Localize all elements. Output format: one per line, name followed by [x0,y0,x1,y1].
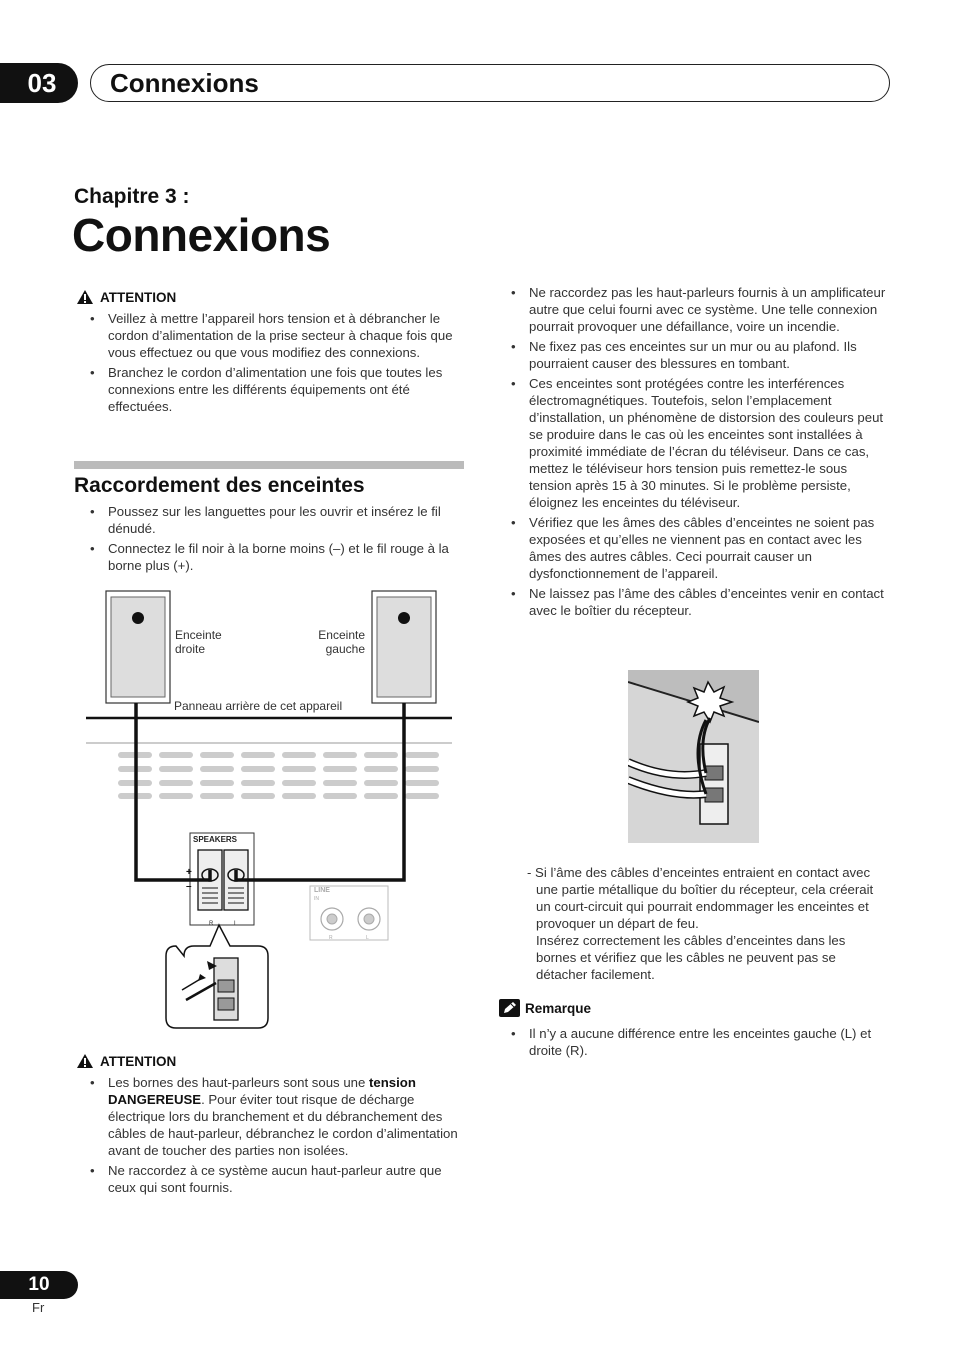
speaker-connection-diagram [84,588,456,1033]
terminal-l-label: L [234,921,238,927]
right-speaker-dot [132,612,144,624]
line-l-label: L [366,935,369,941]
list-item: • Ces enceintes sont protégées contre les interférences électromagnétiques. Toutefois, selon l’emplacement d’installation, un phénomène de distorsion des couleurs peut se produire dans le cas où les enceintes sont installées à proximité immédiate de l’écran du téléviseur. Dans ce cas, mettez le téléviseur hors tension puis remettez-le sous tension après 15 à 30 minutes. Si le problème persiste, éloignez les enceintes du téléviseur. [497,375,889,511]
attention-heading [76,1053,466,1069]
short-circuit-note [527,864,889,983]
note-pencil-icon [499,999,520,1017]
right-speaker-label: Enceinte droite [175,628,222,656]
list-item: • Branchez le cordon d’alimentation une fois que toutes les connexions entre les différents équipements ont été effectuées. [76,364,466,415]
list-item: • Ne laissez pas l’âme des câbles d’enceintes venir en contact avec le boîtier du récepteur. [497,585,889,619]
list-item: • Il n’y a aucune différence entre les enceintes gauche (L) et droite (R). [497,1025,889,1059]
attention-heading-text: ATTENTION [100,1054,177,1069]
list-item [76,1074,466,1159]
dash-note: - Si l’âme des câbles d’enceintes entraient en contact avec une partie métallique du boîtier du récepteur, cela créerait un court-circuit qui pourrait endommager les enceintes et provoquer un départ de feu. [527,865,874,931]
in-label: IN [314,896,319,902]
remark-list [497,1025,889,1062]
minus-sign: – [186,881,192,892]
attention-heading [76,289,466,305]
attention-block-bottom [76,1053,466,1199]
remark-heading [499,999,591,1017]
terminal-r-label: R [209,921,214,927]
list-item: • Ne raccordez à ce système aucun haut-parleur autre que ceux qui sont fournis. [76,1162,466,1196]
warning-icon [76,289,94,305]
short-circuit-illustration [628,670,759,843]
remark-heading-text: Remarque [525,1001,592,1016]
text-segment: Les bornes des haut-parleurs sont sous une [108,1075,369,1090]
left-speaker-wire [236,703,404,880]
list-item: • Poussez sur les languettes pour les ouvrir et insérez le fil dénudé. [76,503,466,537]
left-speaker-dot [398,612,410,624]
list-item: • Ne raccordez pas les haut-parleurs fournis à un amplificateur autre que celui fourni avec ce système. Une telle connexion pourrait provoquer une défaillance, voire un incendie. [497,284,889,335]
page-title: Connexions [72,209,331,261]
list-item: • Connectez le fil noir à la borne moins (–) et le fil rouge à la borne plus (+). [76,540,466,574]
section-title: Raccordement des enceintes [74,474,365,497]
line-r-label: R [329,935,333,941]
header-title: Connexions [110,68,259,98]
line-label: LINE [314,887,330,894]
language-code: Fr [32,1300,45,1315]
list-item: • Vérifiez que les âmes des câbles d’enceintes ne soient pas exposées et qu’elles ne viennent pas en contact avec les âmes des autres câbles. Ceci pourrait causer un dysfonctionnement de l’appareil. [497,514,889,582]
list-item: • Veillez à mettre l’appareil hors tension et à débrancher le cordon d’alimentation de la prise secteur à chaque fois que vous effectuez ou que vous modifiez des connexions. [76,310,466,361]
warning-icon [76,1053,94,1069]
plus-sign: + [186,867,192,878]
chapter-label: Chapitre 3 : [74,185,190,208]
speakers-terminal-label: SPEAKERS [193,835,238,844]
section-divider [74,461,464,469]
rear-panel-label: Panneau arrière de cet appareil [174,699,343,713]
page-number: 10 [0,1271,78,1299]
left-speaker-label: Enceinte gauche [318,628,365,656]
rear-panel-vents [118,752,439,799]
section-instructions [76,503,466,577]
attention-block-top [76,289,466,418]
list-item: • Ne fixez pas ces enceintes sur un mur ou au plafond. Ils pourraient causer des blessures en tombant. [497,338,889,372]
dash-note-continued: Insérez correctement les câbles d’enceintes dans les bornes et vérifiez que les câbles ne peuvent pas se détacher facilement. [536,933,846,982]
right-column-list [497,284,889,622]
text-segment: . Pour éviter tout risque de décharge électrique lors du branchement et du débranchement des câbles de haut-parleur, débranchez le cordon d’alimentation avant de toucher des parties non isolées. [108,1092,458,1158]
chapter-number-tab: 03 [0,63,78,103]
bold-warning: tension DANGEREUSE [108,1075,416,1107]
attention-heading-text: ATTENTION [100,290,177,305]
